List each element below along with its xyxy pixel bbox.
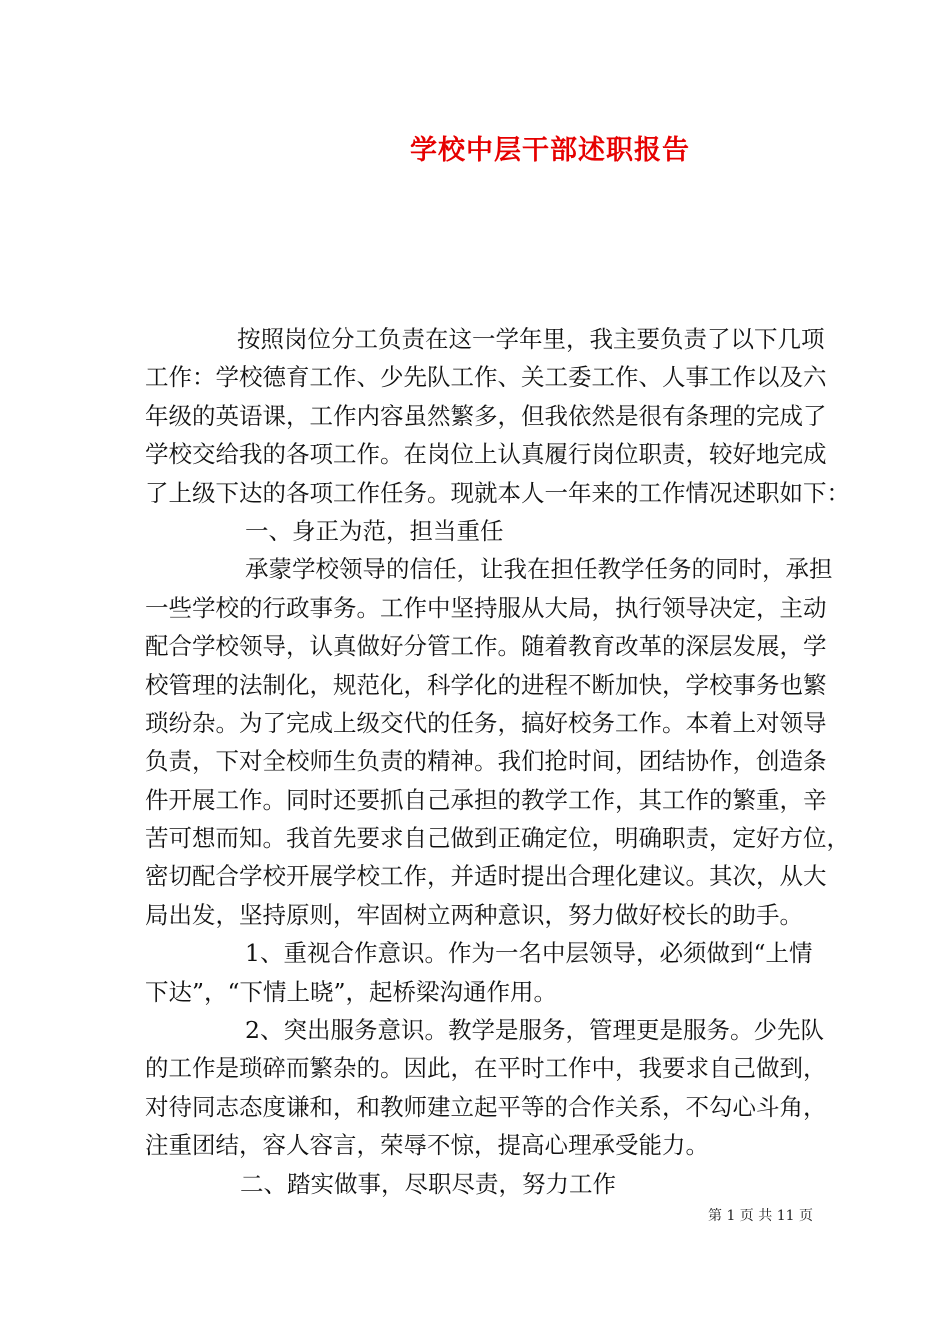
paragraph-line: 年级的英语课，工作内容虽然繁多，但我依然是很有条理的完成了: [145, 401, 827, 430]
section-heading: 一、身正为范，担当重任: [245, 516, 504, 545]
paragraph-line: 对待同志态度谦和，和教师建立起平等的合作关系，不勾心斗角，: [145, 1092, 827, 1121]
paragraph-line: 1、重视合作意识。作为一名中层领导，必须做到“上情: [245, 939, 813, 968]
paragraph-line: 工作：学校德育工作、少先队工作、关工委工作、人事工作以及六: [145, 363, 827, 392]
paragraph-line: 琐纷杂。为了完成上级交代的任务，搞好校务工作。本着上对领导: [145, 708, 827, 737]
paragraph-line: 了上级下达的各项工作任务。现就本人一年来的工作情况述职如下：: [145, 478, 850, 507]
paragraph-line: 校管理的法制化，规范化，科学化的进程不断加快，学校事务也繁: [145, 670, 827, 699]
page-number: 第 1 页 共 11 页: [708, 1208, 813, 1224]
paragraph-line: 2、突出服务意识。教学是服务，管理更是服务。少先队: [245, 1016, 824, 1045]
paragraph-line: 负责，下对全校师生负责的精神。我们抢时间，团结协作，创造条: [145, 747, 827, 776]
paragraph-line: 学校交给我的各项工作。在岗位上认真履行岗位职责，较好地完成: [145, 440, 827, 469]
paragraph-line: 一些学校的行政事务。工作中坚持服从大局，执行领导决定，主动: [145, 593, 827, 622]
paragraph-line: 按照岗位分工负责在这一学年里，我主要负责了以下几项: [237, 325, 825, 353]
paragraph-line: 承蒙学校领导的信任，让我在担任教学任务的同时，承担: [245, 555, 833, 584]
paragraph-line: 配合学校领导，认真做好分管工作。随着教育改革的深层发展，学: [145, 632, 827, 661]
paragraph-line: 苦可想而知。我首先要求自己做到正确定位，明确职责，定好方位，: [145, 824, 850, 853]
paragraph-line: 注重团结，容人容言，荣辱不惊，提高心理承受能力。: [145, 1131, 709, 1160]
paragraph-line: 局出发，坚持原则，牢固树立两种意识，努力做好校长的助手。: [145, 900, 803, 929]
paragraph-line: 密切配合学校开展学校工作，并适时提出合理化建议。其次，从大: [145, 862, 827, 891]
paragraph-line: 下达”，“下情上晓”，起桥梁沟通作用。: [145, 977, 558, 1006]
paragraph-line: 件开展工作。同时还要抓自己承担的教学工作，其工作的繁重，辛: [145, 785, 827, 814]
paragraph-line: 的工作是琐碎而繁杂的。因此，在平时工作中，我要求自己做到，: [145, 1054, 827, 1083]
document-body: [145, 320, 850, 1203]
section-heading: 二、踏实做事，尽职尽责，努力工作: [240, 1169, 616, 1198]
document-title: 学校中层干部述职报告: [410, 135, 690, 166]
